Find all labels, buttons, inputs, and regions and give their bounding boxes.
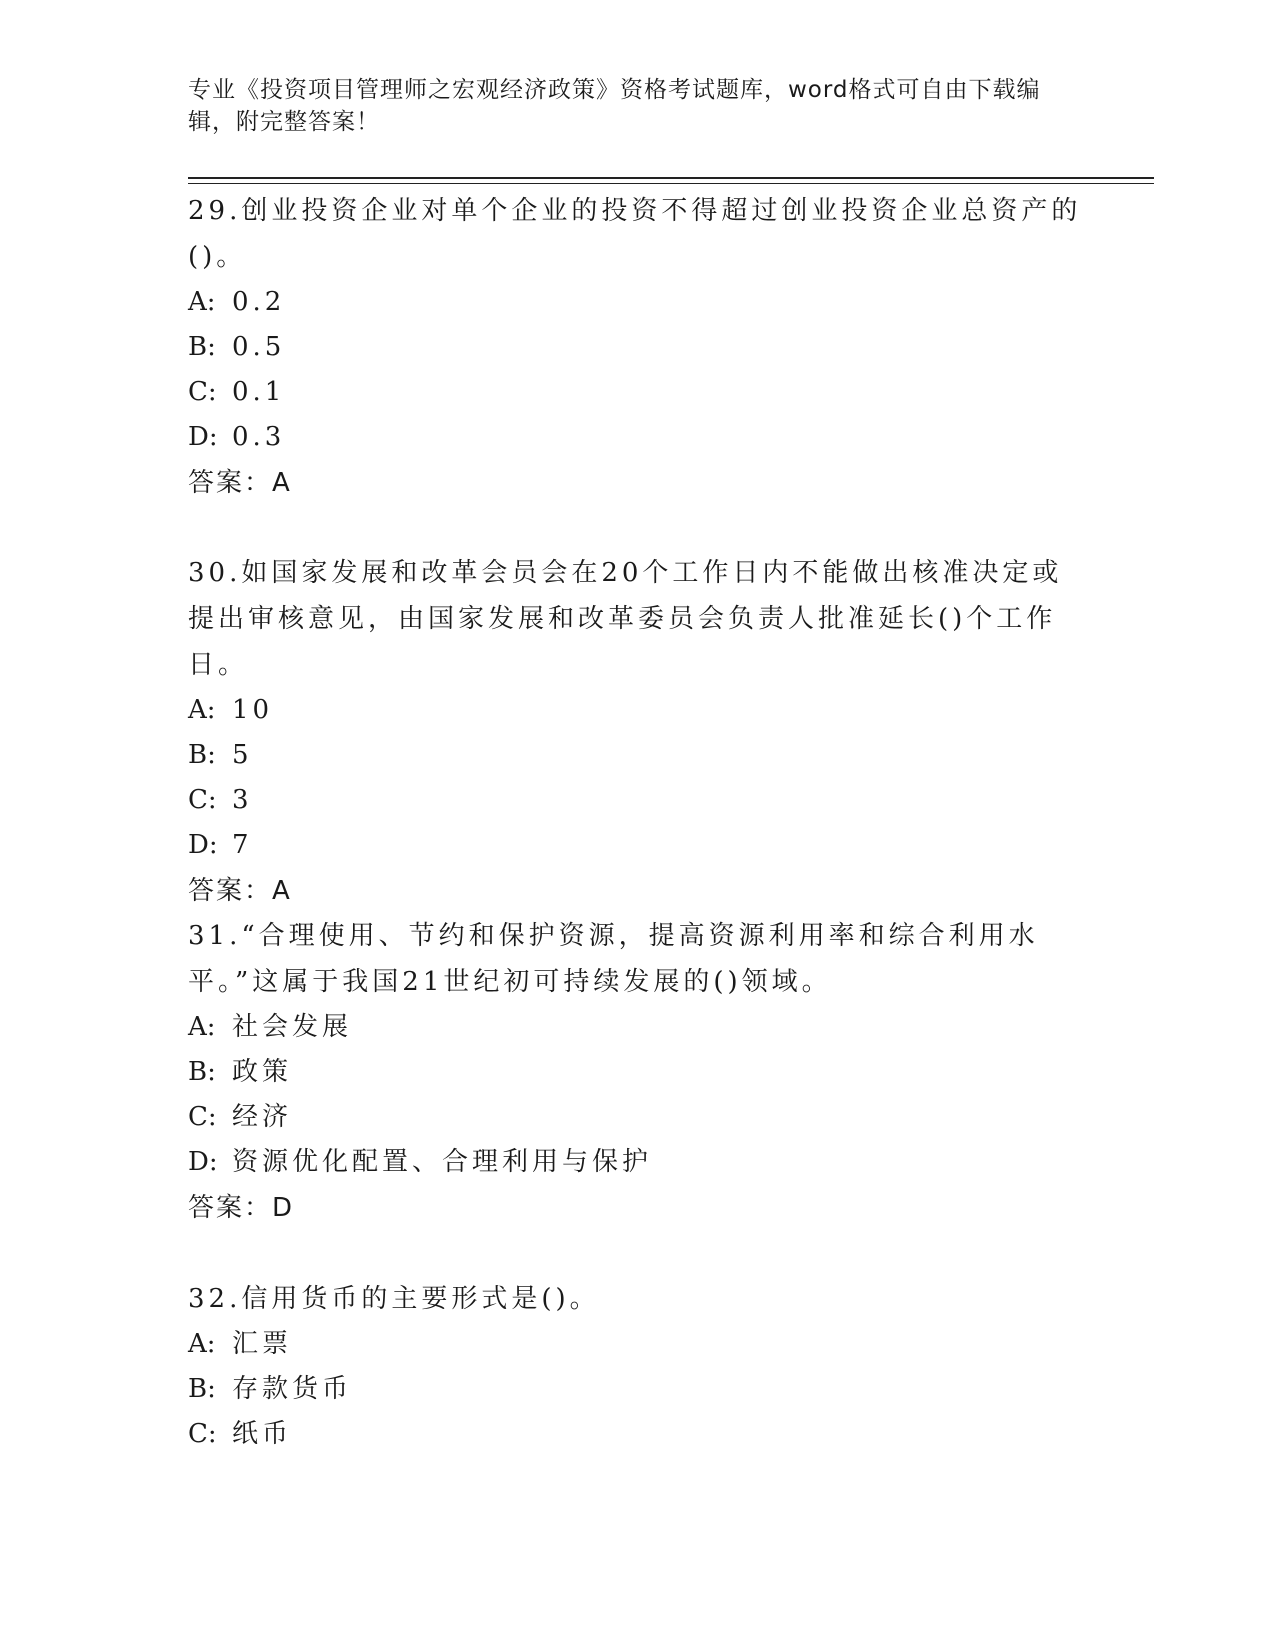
option-text: 3 xyxy=(232,785,253,815)
header-divider-bottom xyxy=(188,183,1154,184)
option-b xyxy=(188,1050,1088,1095)
option-c xyxy=(188,1095,1088,1140)
option-text: 0.5 xyxy=(232,332,286,362)
option-text: 经济 xyxy=(232,1102,293,1132)
document-header: 专业《投资项目管理师之宏观经济政策》资格考试题库，word格式可自由下载编辑，附完整答案！ xyxy=(188,77,1041,135)
option-label: B: xyxy=(188,740,216,770)
option-text: 存款货币 xyxy=(232,1374,353,1404)
question-30 xyxy=(188,550,1088,914)
answer: 答案：D xyxy=(188,1193,295,1223)
answer: 答案：A xyxy=(188,468,292,498)
option-a xyxy=(188,1005,1088,1050)
question-stem: 31.“合理使用、节约和保护资源，提高资源利用率和综合利用水平。”这属于我国21世纪初可持续发展的()领域。 xyxy=(188,921,1039,997)
option-label: A: xyxy=(188,695,216,725)
option-text: 7 xyxy=(232,830,253,860)
option-b xyxy=(188,325,1088,370)
option-label: A: xyxy=(188,1012,216,1042)
option-a xyxy=(188,1322,1088,1367)
header-divider-top xyxy=(188,177,1154,179)
option-label: D: xyxy=(188,422,218,452)
option-label: C: xyxy=(188,1102,217,1132)
option-text: 社会发展 xyxy=(232,1012,353,1042)
option-c xyxy=(188,1412,1088,1457)
option-c xyxy=(188,778,1088,823)
option-label: B: xyxy=(188,1374,216,1404)
option-text: 纸币 xyxy=(232,1419,293,1449)
option-label: A: xyxy=(188,287,216,317)
option-label: C: xyxy=(188,785,217,815)
option-label: B: xyxy=(188,1057,216,1087)
question-31 xyxy=(188,913,1088,1231)
option-label: B: xyxy=(188,332,216,362)
option-label: C: xyxy=(188,1419,217,1449)
option-text: 政策 xyxy=(232,1057,293,1087)
option-label: A: xyxy=(188,1329,216,1359)
question-stem: 30.如国家发展和改革会员会在20个工作日内不能做出核准决定或提出审核意见，由国家发展和改革委员会负责人批准延长()个工作日。 xyxy=(188,558,1063,680)
option-text: 5 xyxy=(232,740,253,770)
option-d xyxy=(188,1140,1088,1185)
option-d xyxy=(188,415,1088,460)
option-text: 0.1 xyxy=(232,377,286,407)
option-text: 10 xyxy=(232,695,274,725)
option-text: 0.2 xyxy=(232,287,286,317)
option-a xyxy=(188,280,1088,325)
question-32 xyxy=(188,1276,1088,1457)
option-label: C: xyxy=(188,377,217,407)
option-label: D: xyxy=(188,1147,218,1177)
question-29 xyxy=(188,188,1088,506)
option-text: 汇票 xyxy=(232,1329,293,1359)
option-label: D: xyxy=(188,830,218,860)
option-d xyxy=(188,823,1088,868)
option-b xyxy=(188,733,1088,778)
option-text: 资源优化配置、合理利用与保护 xyxy=(232,1147,653,1177)
option-b xyxy=(188,1367,1088,1412)
option-c xyxy=(188,370,1088,415)
question-stem: 32.信用货币的主要形式是()。 xyxy=(188,1284,600,1314)
answer: 答案：A xyxy=(188,876,292,906)
question-stem: 29.创业投资企业对单个企业的投资不得超过创业投资企业总资产的()。 xyxy=(188,196,1082,272)
option-text: 0.3 xyxy=(232,422,286,452)
option-a xyxy=(188,688,1088,733)
